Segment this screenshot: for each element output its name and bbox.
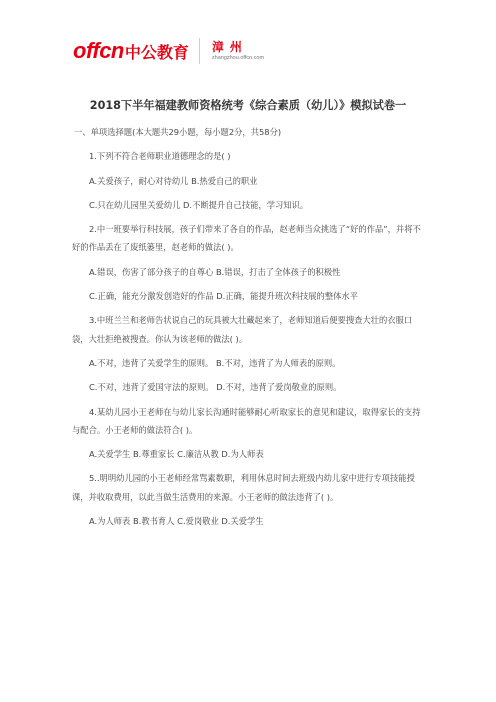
question-3-options-a: A.不对，违背了关爱学生的原则。 B.不对，违背了为人师表的原则。	[89, 357, 341, 368]
question-4-stem: 4.某幼儿园小王老师在与幼儿家长沟通时能够耐心听取家长的意见和建议，取得家长的支持与配合。小王老师的做法符合( )。	[72, 406, 421, 435]
question-5-stem: 5..明明幼儿园的小王老师经常骂素数职，利用休息时间去班级内幼儿家中进行专项技能授课，并收取费用，以此当做生活费用的来源。小王老师的做法违背了( )。	[72, 473, 415, 502]
question-1-options-a: A.关爱孩子，耐心对待幼儿 B.热爱自己的职业	[89, 175, 258, 186]
question-2-options-c: C.正确，能充分激发创造好的作品 D.正确，能提升班次科技展的整体水平	[89, 291, 359, 302]
branch-url: zhangzhou.offcn.com	[211, 55, 265, 61]
question-1-options-c: C.只在幼儿园里关爱幼儿 D.不断提升自己技能，学习知识。	[89, 199, 309, 210]
header-logo	[73, 38, 264, 64]
logo-divider	[199, 38, 200, 64]
question-2-stem: 2.中一班要举行科技展，孩子们带来了各自的作品，赵老师当众挑选了“好的作品”，并将不好的作品丢在了废纸篓里，赵老师的做法( )。	[72, 224, 421, 253]
branch-city: 漳州	[211, 40, 248, 54]
question-3-stem: 3.中班兰兰和老师告状说自己的玩具被大壮藏起来了，老师知道后便要搜查大壮的衣服口袋，大壮拒绝被搜查。你认为该老师的做法( )。	[72, 315, 413, 344]
question-5-options: A.为人师表 B.教书育人 C.爱岗敬业 D.关爱学生	[89, 516, 264, 527]
question-4-options: A.关爱学生 B.尊重家长 C.廉洁从教 D.为人师表	[89, 449, 264, 460]
question-2-options-a: A.错误，伤害了部分孩子的自尊心 B.错误，打击了全体孩子的积极性	[89, 266, 341, 277]
document-title: 2018下半年福建教师资格统考《综合素质（幼儿）》模拟试卷一	[89, 99, 407, 112]
branch-info	[212, 40, 264, 62]
brand-name: 中公教育	[124, 42, 189, 62]
section-heading: 一、单项选择题(本大题共29小题，每小题2分，共58分)	[74, 127, 282, 137]
question-3-options-c: C.不对，违背了爱国守法的原则。 D.不对，违背了爱岗敬业的原则。	[89, 382, 342, 393]
question-1-stem: 1.下列不符合老师职业道德理念的是( )	[89, 151, 231, 162]
offcn-logo: offcn	[73, 38, 124, 63]
document-body	[72, 123, 424, 530]
